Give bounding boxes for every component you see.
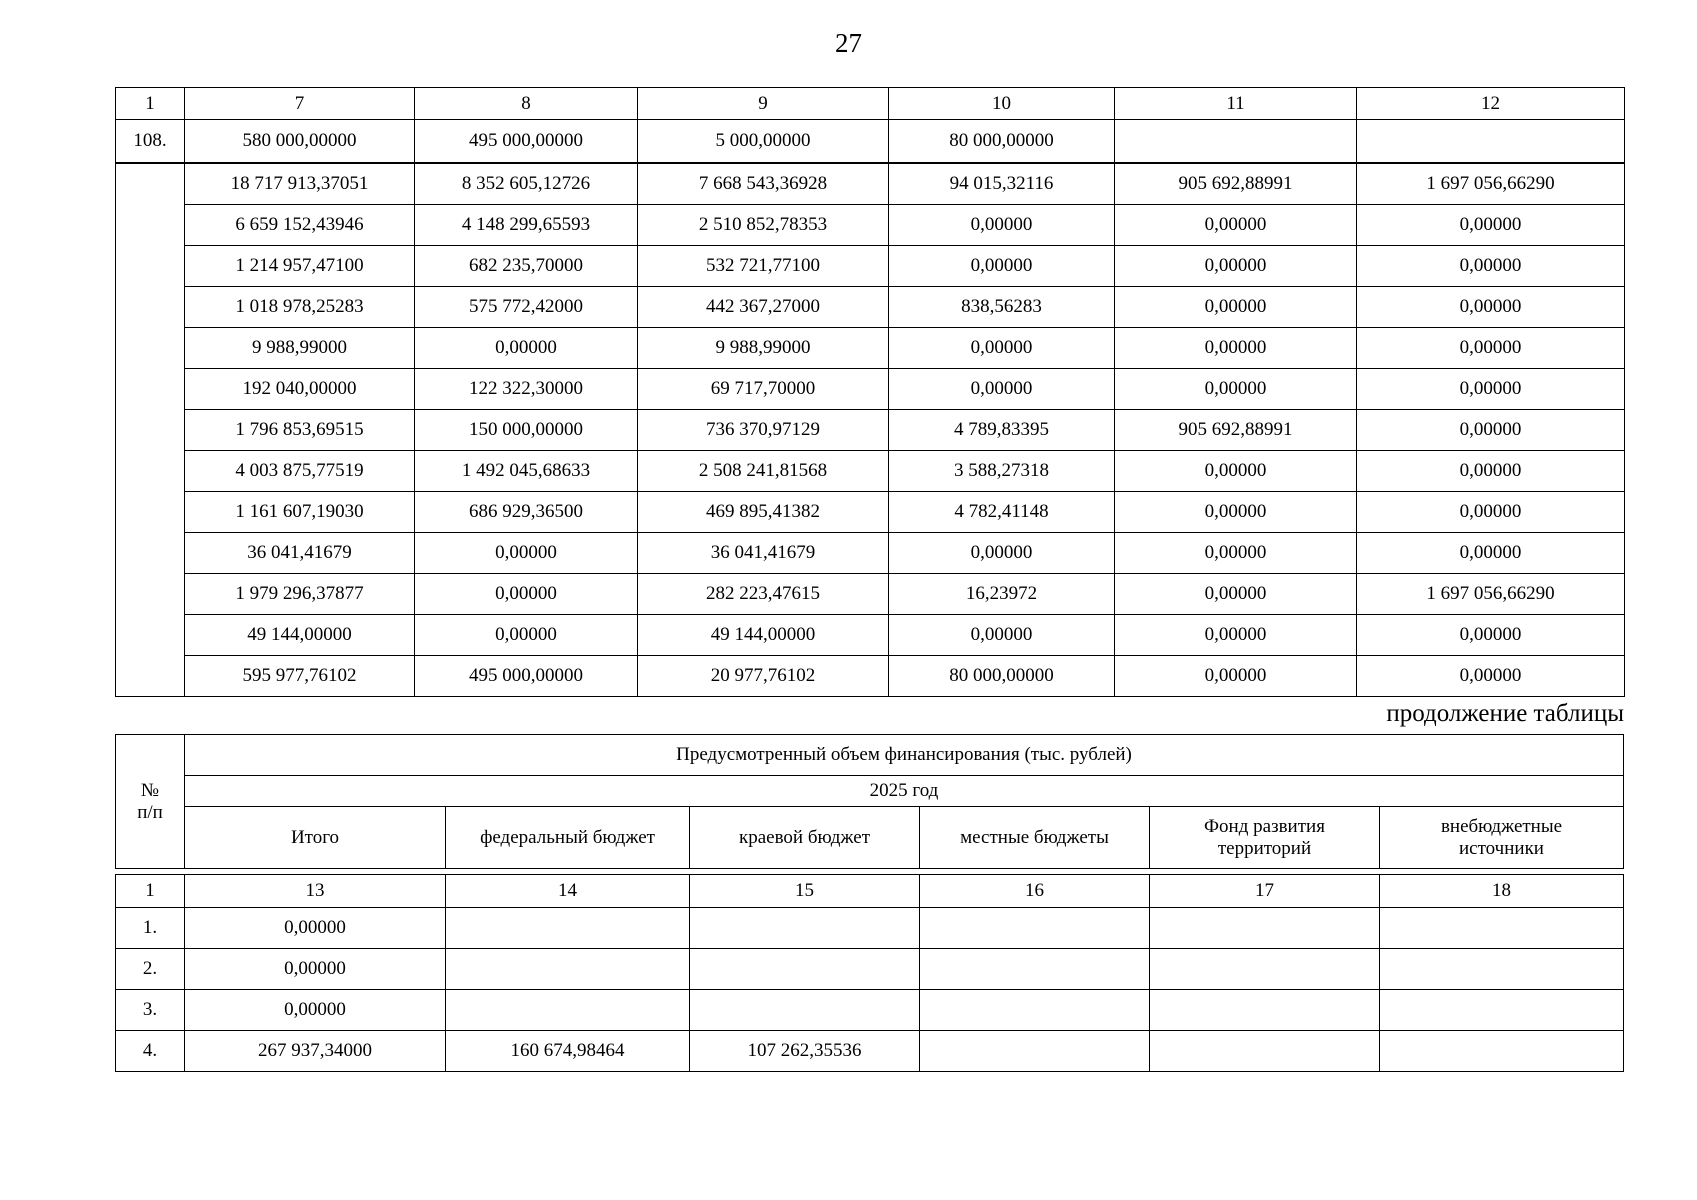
value-cell: 2 510 852,78353 (638, 205, 889, 246)
value-cell: 1 796 853,69515 (185, 410, 415, 451)
table-row (116, 533, 1625, 574)
value-cell: 0,00000 (1115, 492, 1357, 533)
table-row (116, 908, 1624, 949)
value-cell: 16,23972 (889, 574, 1115, 615)
bottom-table-body (116, 875, 1624, 1072)
value-cell: 736 370,97129 (638, 410, 889, 451)
value-cell: 4 148 299,65593 (415, 205, 638, 246)
value-cell: 575 772,42000 (415, 287, 638, 328)
value-cell: 442 367,27000 (638, 287, 889, 328)
table-row (116, 492, 1625, 533)
value-cell: 838,56283 (889, 287, 1115, 328)
value-cell: 1 161 607,19030 (185, 492, 415, 533)
value-cell: 150 000,00000 (415, 410, 638, 451)
value-cell (1380, 990, 1624, 1031)
table-row (116, 369, 1625, 410)
header-column-cell: краевой бюджет (690, 807, 920, 869)
value-cell: 4 782,41148 (889, 492, 1115, 533)
value-cell: 9 988,99000 (638, 328, 889, 369)
value-cell (1150, 949, 1380, 990)
row-number-cell: 4. (116, 1031, 185, 1072)
value-cell: 80 000,00000 (889, 656, 1115, 697)
table-row (116, 205, 1625, 246)
column-number-cell: 18 (1380, 875, 1624, 908)
header-column-cell: Итого (185, 807, 446, 869)
column-number-cell: 10 (889, 88, 1115, 120)
value-cell: 0,00000 (1115, 451, 1357, 492)
value-cell: 107 262,35536 (690, 1031, 920, 1072)
value-cell (446, 990, 690, 1031)
value-cell: 49 144,00000 (185, 615, 415, 656)
value-cell: 36 041,41679 (638, 533, 889, 574)
value-cell (920, 1031, 1150, 1072)
row-number-cell: 108. (116, 120, 185, 164)
table-row (116, 615, 1625, 656)
header-financing-title: Предусмотренный объем финансирования (тыс. рублей) (185, 735, 1624, 776)
table-row (116, 451, 1625, 492)
value-cell: 0,00000 (415, 615, 638, 656)
value-cell: 0,00000 (889, 205, 1115, 246)
value-cell: 20 977,76102 (638, 656, 889, 697)
header-number-column: № п/п (116, 735, 185, 869)
value-cell: 0,00000 (1357, 287, 1625, 328)
value-cell: 0,00000 (889, 533, 1115, 574)
value-cell: 0,00000 (1357, 656, 1625, 697)
value-cell: 1 492 045,68633 (415, 451, 638, 492)
value-cell (446, 908, 690, 949)
value-cell: 905 692,88991 (1115, 410, 1357, 451)
value-cell: 1 979 296,37877 (185, 574, 415, 615)
value-cell: 0,00000 (1357, 246, 1625, 287)
value-cell: 0,00000 (889, 246, 1115, 287)
value-cell: 9 988,99000 (185, 328, 415, 369)
value-cell: 36 041,41679 (185, 533, 415, 574)
header-year: 2025 год (185, 776, 1624, 807)
value-cell: 469 895,41382 (638, 492, 889, 533)
column-number-row (116, 875, 1624, 908)
table-row (116, 120, 1625, 164)
value-cell: 0,00000 (415, 533, 638, 574)
value-cell: 686 929,36500 (415, 492, 638, 533)
value-cell (920, 949, 1150, 990)
table-row (116, 287, 1625, 328)
page-number: 27 (835, 28, 862, 58)
value-cell (1380, 949, 1624, 990)
value-cell: 595 977,76102 (185, 656, 415, 697)
value-cell: 0,00000 (1357, 492, 1625, 533)
value-cell: 5 000,00000 (638, 120, 889, 164)
value-cell: 18 717 913,37051 (185, 163, 415, 205)
value-cell: 192 040,00000 (185, 369, 415, 410)
value-cell: 0,00000 (415, 574, 638, 615)
column-number-cell: 17 (1150, 875, 1380, 908)
value-cell: 7 668 543,36928 (638, 163, 889, 205)
column-number-cell: 11 (1115, 88, 1357, 120)
table-row (116, 410, 1625, 451)
value-cell: 0,00000 (1115, 574, 1357, 615)
value-cell: 49 144,00000 (638, 615, 889, 656)
column-number-cell: 15 (690, 875, 920, 908)
row-number-cell: 1. (116, 908, 185, 949)
table-row (116, 1031, 1624, 1072)
value-cell: 0,00000 (1115, 205, 1357, 246)
table-row (116, 328, 1625, 369)
value-cell: 0,00000 (889, 369, 1115, 410)
row-number-cell: 3. (116, 990, 185, 1031)
row-number-cell: 2. (116, 949, 185, 990)
value-cell: 282 223,47615 (638, 574, 889, 615)
value-cell: 905 692,88991 (1115, 163, 1357, 205)
header-column-cell: внебюджетные источники (1380, 807, 1624, 869)
header-column-cell: федеральный бюджет (446, 807, 690, 869)
value-cell (1380, 1031, 1624, 1072)
value-cell: 2 508 241,81568 (638, 451, 889, 492)
value-cell: 0,00000 (1357, 615, 1625, 656)
continuation-label: продолжение таблицы (1386, 700, 1624, 727)
column-number-cell: 7 (185, 88, 415, 120)
header-column-cell: местные бюджеты (920, 807, 1150, 869)
value-cell: 0,00000 (1357, 451, 1625, 492)
column-number-cell: 13 (185, 875, 446, 908)
value-cell: 580 000,00000 (185, 120, 415, 164)
value-cell: 0,00000 (1357, 328, 1625, 369)
value-cell (920, 908, 1150, 949)
value-cell: 4 003 875,77519 (185, 451, 415, 492)
value-cell: 80 000,00000 (889, 120, 1115, 164)
value-cell: 0,00000 (1357, 410, 1625, 451)
financing-table-top (115, 87, 1625, 697)
value-cell (1150, 990, 1380, 1031)
table-row (116, 246, 1625, 287)
value-cell: 3 588,27318 (889, 451, 1115, 492)
table-row (116, 163, 1625, 205)
value-cell: 0,00000 (1115, 328, 1357, 369)
value-cell: 94 015,32116 (889, 163, 1115, 205)
column-number-cell: 8 (415, 88, 638, 120)
value-cell (920, 990, 1150, 1031)
column-number-cell: 16 (920, 875, 1150, 908)
value-cell (1115, 120, 1357, 164)
value-cell (1150, 1031, 1380, 1072)
value-cell: 0,00000 (185, 990, 446, 1031)
column-number-cell: 1 (116, 88, 185, 120)
financing-table-bottom (115, 874, 1624, 1072)
value-cell: 0,00000 (1357, 533, 1625, 574)
value-cell: 0,00000 (1115, 615, 1357, 656)
value-cell (1150, 908, 1380, 949)
value-cell: 0,00000 (185, 908, 446, 949)
header-column-cell: Фонд развития территорий (1150, 807, 1380, 869)
value-cell: 495 000,00000 (415, 120, 638, 164)
value-cell: 0,00000 (1115, 246, 1357, 287)
table-row (116, 574, 1625, 615)
table-row (116, 949, 1624, 990)
value-cell: 0,00000 (185, 949, 446, 990)
value-cell (446, 949, 690, 990)
value-cell: 122 322,30000 (415, 369, 638, 410)
value-cell: 0,00000 (1115, 533, 1357, 574)
value-cell: 0,00000 (1115, 656, 1357, 697)
value-cell: 532 721,77100 (638, 246, 889, 287)
value-cell: 0,00000 (1115, 287, 1357, 328)
column-number-cell: 14 (446, 875, 690, 908)
value-cell (690, 908, 920, 949)
value-cell: 6 659 152,43946 (185, 205, 415, 246)
merged-empty-cell (116, 163, 185, 697)
column-number-cell: 9 (638, 88, 889, 120)
value-cell: 69 717,70000 (638, 369, 889, 410)
financing-header-table (115, 734, 1624, 869)
value-cell: 4 789,83395 (889, 410, 1115, 451)
value-cell: 682 235,70000 (415, 246, 638, 287)
value-cell: 0,00000 (1357, 369, 1625, 410)
value-cell: 495 000,00000 (415, 656, 638, 697)
value-cell: 1 214 957,47100 (185, 246, 415, 287)
value-cell: 0,00000 (889, 615, 1115, 656)
column-number-cell: 12 (1357, 88, 1625, 120)
value-cell (1380, 908, 1624, 949)
value-cell (690, 949, 920, 990)
value-cell: 8 352 605,12726 (415, 163, 638, 205)
value-cell: 0,00000 (415, 328, 638, 369)
value-cell (690, 990, 920, 1031)
value-cell: 160 674,98464 (446, 1031, 690, 1072)
value-cell (1357, 120, 1625, 164)
table-row (116, 656, 1625, 697)
value-cell: 1 697 056,66290 (1357, 163, 1625, 205)
value-cell: 0,00000 (1115, 369, 1357, 410)
table-row (116, 990, 1624, 1031)
value-cell: 267 937,34000 (185, 1031, 446, 1072)
value-cell: 0,00000 (1357, 205, 1625, 246)
value-cell: 1 697 056,66290 (1357, 574, 1625, 615)
value-cell: 1 018 978,25283 (185, 287, 415, 328)
top-table-body (116, 88, 1625, 697)
value-cell: 0,00000 (889, 328, 1115, 369)
column-number-cell: 1 (116, 875, 185, 908)
column-number-row (116, 88, 1625, 120)
